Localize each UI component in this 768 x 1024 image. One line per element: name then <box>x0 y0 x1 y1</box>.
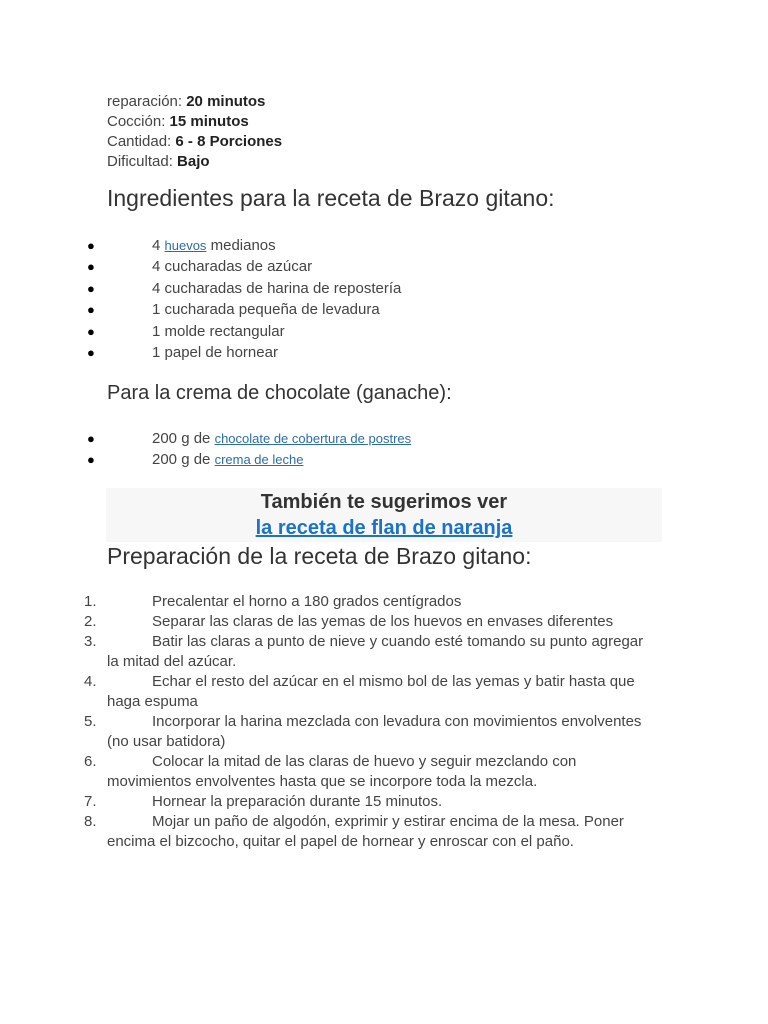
link-chocolate[interactable]: chocolate de cobertura de postres <box>214 431 412 446</box>
bullet-icon: ● <box>87 344 95 360</box>
bullet-icon: ● <box>87 323 95 339</box>
link-huevos[interactable]: huevos <box>164 238 207 253</box>
meta-difficulty: Dificultad: Bajo <box>107 153 210 170</box>
bullet-icon: ● <box>87 259 95 275</box>
preparation-heading: Preparación de la receta de Brazo gitano: <box>107 543 532 569</box>
step-item: 1. Precalentar el horno a 180 grados centígrados <box>84 593 462 610</box>
suggestion-link[interactable]: la receta de flan de naranja <box>255 517 513 539</box>
step-item: 4. Echar el resto del azúcar en el mismo bol de las yemas y batir hasta que haga espuma <box>84 673 635 710</box>
bullet-icon: ● <box>87 452 95 468</box>
step-item: 8. Mojar un paño de algodón, exprimir y estirar encima de la mesa. Poner encima el bizcocho, quitar el papel de hornear y enroscar con el paño. <box>84 813 624 850</box>
preparation-steps <box>0 592 647 852</box>
crema-heading: Para la crema de chocolate (ganache): <box>107 382 452 404</box>
step-item: 2. Separar las claras de las yemas de los huevos en envases diferentes <box>84 613 614 630</box>
step-item: 7. Hornear la preparación durante 15 minutos. <box>84 793 443 810</box>
ingredients-heading: Ingredientes para la receta de Brazo gitano: <box>107 185 555 211</box>
step-item: 6. Colocar la mitad de las claras de huevo y seguir mezclando con movimientos envolventes hasta que se incorpore toda la mezcla. <box>84 753 577 790</box>
bullet-icon: ● <box>87 431 95 446</box>
meta-prep: reparación: 20 minutos <box>107 93 266 110</box>
suggestion-box <box>106 488 662 542</box>
bullet-icon: ● <box>87 302 95 318</box>
bullet-icon: ● <box>87 280 95 296</box>
suggestion-title: También te sugerimos ver <box>260 491 508 513</box>
recipe-document: reparación: 20 minutos Cocción: 15 minutos Cantidad: 6 - 8 Porciones Dificultad: Bajo Ingredientes para la receta de Brazo gitano: ● 4 huevos medianos ● 4 cucharadas de azúcar ● 4 cucharadas de harina de repostería ● 1 cucharada pequeña de levadura ● 1 molde rectangular ● 1 papel de hornear Para la crema de chocolate (ganache): ● 200 g de chocolate de cobertura de postres ● 200 g de crema de leche También te sugerimos ver la receta de flan de naranja Preparación de la receta de Brazo gitano: 1. Precalentar el horno a 180 grados centígrados 2. Separar las claras de las yemas de los huevos en envases diferentes 3. Batir las claras a punto de nieve y cuando esté tomando su punto agregar la mitad del azúcar. 4. Echar el resto del azúcar en el mismo bol de las yemas y batir hasta que haga espuma 5. Incorporar la harina mezclada con levadura con movimientos envolventes (no usar batidora) 6. Colocar la mitad de las claras de huevo y seguir mezclando con movimientos envolventes hasta que se incorpore toda la mezcla. 7. Hornear la preparación durante 15 minutos. 8. Mojar un paño de algodón, exprimir y estirar encima de la mesa. Poner encima el bizcocho, quitar el papel de hornear y enroscar con el paño. <box>0 0 768 1024</box>
meta-cook: Cocción: 15 minutos <box>107 113 249 130</box>
meta-quantity: Cantidad: 6 - 8 Porciones <box>107 133 283 150</box>
bullet-icon: ● <box>87 238 95 253</box>
step-item: 5. Incorporar la harina mezclada con levadura con movimientos envolventes (no usar batidora) <box>84 713 642 750</box>
step-item: 3. Batir las claras a punto de nieve y cuando esté tomando su punto agregar la mitad del azúcar. <box>84 633 644 670</box>
recipe-meta <box>107 92 282 172</box>
link-crema-de-leche[interactable]: crema de leche <box>214 452 304 468</box>
